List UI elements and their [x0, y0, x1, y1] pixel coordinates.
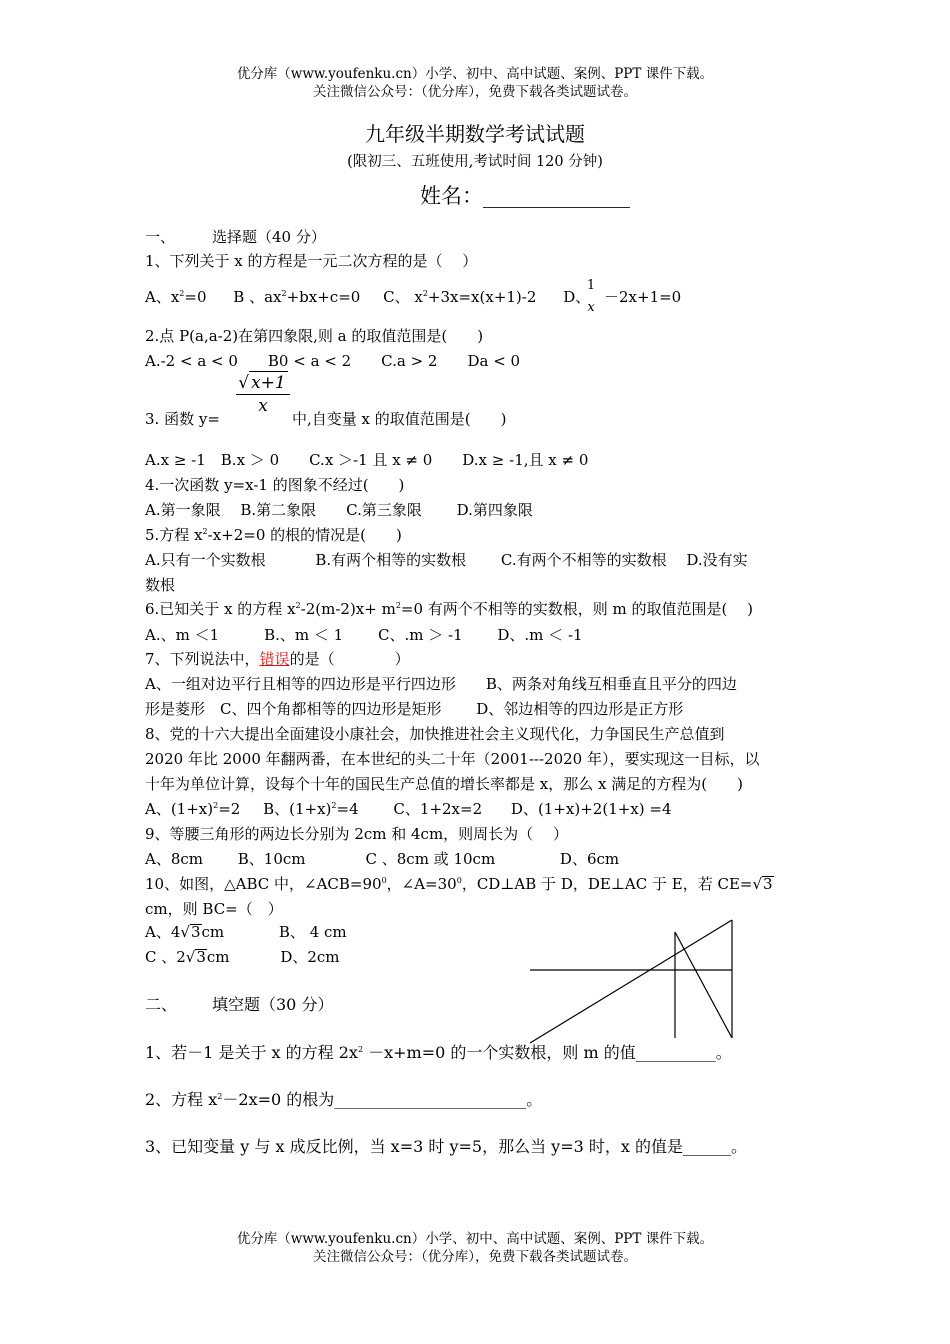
q3-stem-a: 3. 函数 y= — [145, 410, 220, 428]
q5-options-cont: 数根 — [145, 576, 176, 594]
section2-title: 填空题（30 分） — [212, 995, 334, 1014]
q3-stem-b: 中,自变量 x 的取值范围是( ) — [292, 410, 507, 428]
q6-stem: 6.已知关于 x 的方程 $x^2-2(m-2)x+ m^2=0$ 有两个不相等的实数根，则 m 的取值范围是( ) — [145, 600, 754, 618]
q10-options-cd: C 、2√3cm D、2cm — [145, 948, 340, 966]
q8-options: A、$(1+x)^2=2$ B、$(1+x)^2=4$ C、1+2x=2 D、(1+x)+2(1+x) =4 — [145, 800, 672, 818]
q8-line-3: 十年为单位计算，设每个十年的国民生产总值的增长率都是 x，那么 x 满足的方程为( ) — [145, 775, 743, 793]
q10-stem-cont: cm，则 BC=（ ） — [145, 900, 283, 918]
header-line-2: 关注微信公众号：（优分库），免费下载各类试题试卷。 — [313, 84, 637, 100]
q5-options: A.只有一个实数根 B.有两个相等的实数根 C.有两个不相等的实数根 D.没有实 — [145, 551, 748, 569]
q8-line-1: 8、党的十六大提出全面建设小康社会，加快推进社会主义现代化，力争国民生产总值到 — [145, 725, 725, 743]
section2-number: 二、 — [145, 995, 178, 1014]
fill-q1: 1、若－1 是关于 x 的方程 $2x^2 -x+m=0$ 的一个实数根，则 m 的值__________。 — [145, 1043, 732, 1062]
q7-line-2: 形是菱形 C、四个角都相等的四边形是矩形 D、邻边相等的四边形是正方形 — [145, 700, 684, 718]
fill-q3: 3、已知变量 y 与 x 成反比例，当 x=3 时 y=5，那么当 y=3 时，x 的值是______。 — [145, 1137, 747, 1156]
q8-line-2: 2020 年比 2000 年翻两番，在本世纪的头二十年（2001---2020 年），要实现这一目标，以 — [145, 750, 760, 768]
section1-number: 一、 — [145, 228, 176, 246]
q7-stem: 7、下列说法中，错误的是（ ） — [145, 650, 410, 668]
fill-q2: 2、方程 $x^2-2x=0$ 的根为________________________。 — [145, 1090, 543, 1109]
q10-stem: 10、如图，△ABC 中，$\angle ACB=90^0$，$\angle A=30^0$，CD⊥AB 于 D，DE⊥AC 于 E，若 CE=√3 — [145, 875, 773, 893]
q10-triangle-figure — [520, 915, 750, 1047]
section1-title: 选择题（40 分） — [212, 228, 326, 246]
figure-line-cd — [675, 932, 732, 1038]
q9-stem: 9、等腰三角形的两边长分别为 2cm 和 4cm，则周长为（ ） — [145, 825, 568, 843]
q7-keyword-error: 错误 — [259, 650, 290, 668]
q3-fraction: √ x+1 x — [236, 371, 290, 417]
q1-options: A、$x^2=0$ B 、$ax^2+bx+c=0$ C、 $x^2+3x=x(x+1)-2$ D、 — [145, 288, 591, 306]
q4-options: A.第一象限 B.第二象限 C.第三象限 D.第四象限 — [145, 501, 533, 519]
q9-options: A、8cm B、10cm C 、8cm 或 10cm D、6cm — [145, 850, 620, 868]
q1-option-d-rest: －2x+1=0 — [604, 288, 682, 306]
header-line-1: 优分库（www.youfenku.cn）小学、初中、高中试题、案例、PPT 课件下载。 — [236, 66, 714, 82]
q3-options: A.x ≥ -1 B.x ＞ 0 C.x ＞-1 且 x ≠ 0 D.x ≥ -1,且 x ≠ 0 — [145, 451, 589, 469]
q1-stem: 1、下列关于 x 的方程是一元二次方程的是（ ） — [145, 252, 478, 270]
footer-line-2: 关注微信公众号：（优分库），免费下载各类试题试卷。 — [313, 1249, 637, 1265]
exam-subtitle: (限初三、五班使用,考试时间 120 分钟) — [347, 154, 603, 170]
q2-options: A.-2 < a < 0 B0 < a < 2 C.a > 2 Da < 0 — [145, 352, 521, 370]
name-field-label: 姓名：______________ — [420, 184, 630, 208]
q4-stem: 4.一次函数 y=x-1 的图象不经过( ) — [145, 476, 405, 494]
exam-title: 九年级半期数学考试试题 — [365, 122, 585, 146]
q7-line-1: A、一组对边平行且相等的四边形是平行四边形 B、两条对角线互相垂直且平分的四边 — [145, 675, 737, 693]
footer-line-1: 优分库（www.youfenku.cn）小学、初中、高中试题、案例、PPT 课件下载。 — [236, 1231, 714, 1247]
q5-stem: 5.方程 $x^2-x+2=0$ 的根的情况是( ) — [145, 526, 402, 544]
q2-stem: 2.点 P(a,a-2)在第四象限,则 a 的取值范围是( ) — [145, 327, 484, 345]
q6-options: A.、m ＜1 B.、m ＜ 1 C、.m ＞ -1 D、.m ＜ -1 — [145, 626, 583, 644]
q1-d-fraction: 1 x — [586, 278, 596, 315]
q10-options-ab: A、4√3cm B、 4 cm — [145, 923, 347, 941]
